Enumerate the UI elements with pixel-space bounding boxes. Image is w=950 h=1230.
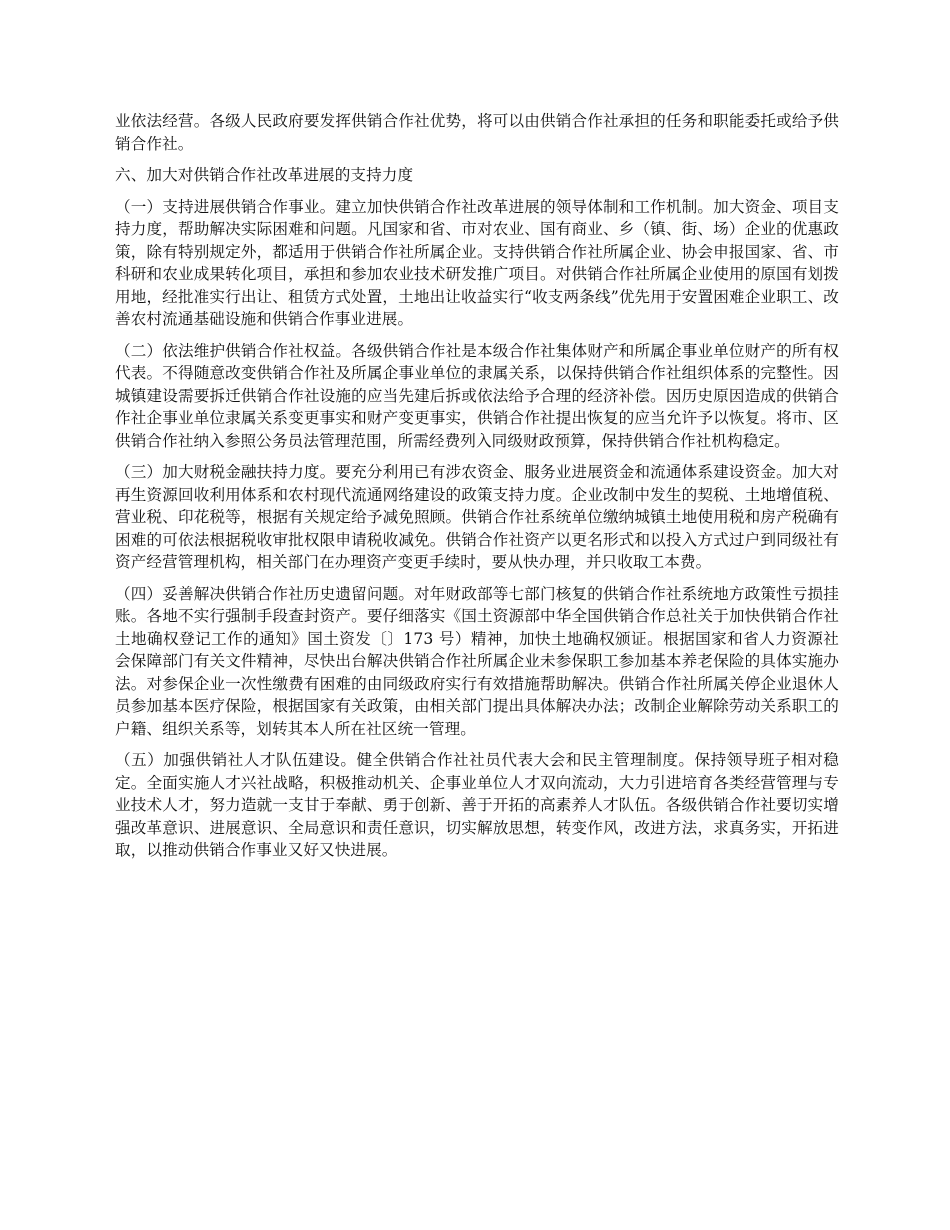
paragraph-item-1: （一）支持进展供销合作事业。建立加快供销合作社改革进展的领导体制和工作机制。加大资金、项目支持力度，帮助解决实际困难和问题。凡国家和省、市对农业、国有商业、乡（镇、街、场）企业的优惠政策，除有特别规定外，都适用于供销合作社所属企业。支持供销合作社所属企业、协会申报国家、省、市科研和农业成果转化项目，承担和参加农业技术研发推广项目。对供销合作社所属企业使用的原国有划拨用地，经批准实行出让、租赁方式处置，土地出让收益实行“收支两条线”优先用于安置困难企业职工、改善农村流通基础设施和供销合作事业进展。 bbox=[115, 197, 839, 328]
paragraph-item-3: （三）加大财税金融扶持力度。要充分利用已有涉农资金、服务业进展资金和流通体系建设资金。加大对再生资源回收利用体系和农村现代流通网络建设的政策支持力度。企业改制中发生的契税、土地增值税、营业税、印花税等，根据有关规定给予减免照顾。供销合作社系统单位缴纳城镇土地使用税和房产税确有困难的可依法根据税收审批权限申请税收减免。供销合作社资产以更名形式和以投入方式过户到同级社有资产经营管理机构，相关部门在办理资产变更手续时，要从快办理，并只收取工本费。 bbox=[115, 463, 839, 571]
section-heading-six: 六、加大对供销合作社改革进展的支持力度 bbox=[115, 166, 414, 184]
paragraph-item-2: （二）依法维护供销合作社权益。各级供销合作社是本级合作社集体财产和所属企事业单位财产的所有权代表。不得随意改变供销合作社及所属企事业单位的隶属关系，以保持供销合作社组织体系的完整性。因城镇建设需要拆迁供销合作社设施的应当先建后拆或依法给予合理的经济补偿。因历史原因造成的供销合作社企事业单位隶属关系变更事实和财产变更事实，供销合作社提出恢复的应当允许予以恢复。将市、区供销合作社纳入参照公务员法管理范围，所需经费列入同级财政预算，保持供销合作社机构稳定。 bbox=[115, 341, 839, 450]
document-body bbox=[115, 110, 839, 871]
paragraph-intro-continuation: 业依法经营。各级人民政府要发挥供销合作社优势，将可以由供销合作社承担的任务和职能委托或给予供销合作社。 bbox=[115, 112, 839, 153]
paragraph-item-5: （五）加强供销社人才队伍建设。健全供销合作社社员代表大会和民主管理制度。保持领导班子相对稳定。全面实施人才兴社战略，积极推动机关、企事业单位人才双向流动，大力引进培育各类经营管理与专业技术人才，努力造就一支甘于奉献、勇于创新、善于开拓的高素养人才队伍。各级供销合作社要切实增强改革意识、进展意识、全局意识和责任意识，切实解放思想，转变作风，改进方法，求真务实，开拓进取，以推动供销合作事业又好又快进展。 bbox=[115, 751, 839, 859]
paragraph-item-4: （四）妥善解决供销合作社历史遗留问题。对年财政部等七部门核复的供销合作社系统地方政策性亏损挂账。各地不实行强制手段查封资产。要仔细落实《国土资源部中华全国供销合作总社关于加快供销合作社土地确权登记工作的通知》国土资发〔〕173 号）精神，加快土地确权颁证。根据国家和省人力资源社会保障部门有关文件精神，尽快出台解决供销合作社所属企业未参保职工参加基本养老保险的具体实施办法。对参保企业一次性缴费有困难的由同级政府实行有效措施帮助解决。供销合作社所属关停企业退休人员参加基本医疗保险，根据国家有关政策，由相关部门提出具体解决办法；改制企业解除劳动关系职工的户籍、组织关系等，划转其本人所在社区统一管理。 bbox=[115, 584, 839, 738]
